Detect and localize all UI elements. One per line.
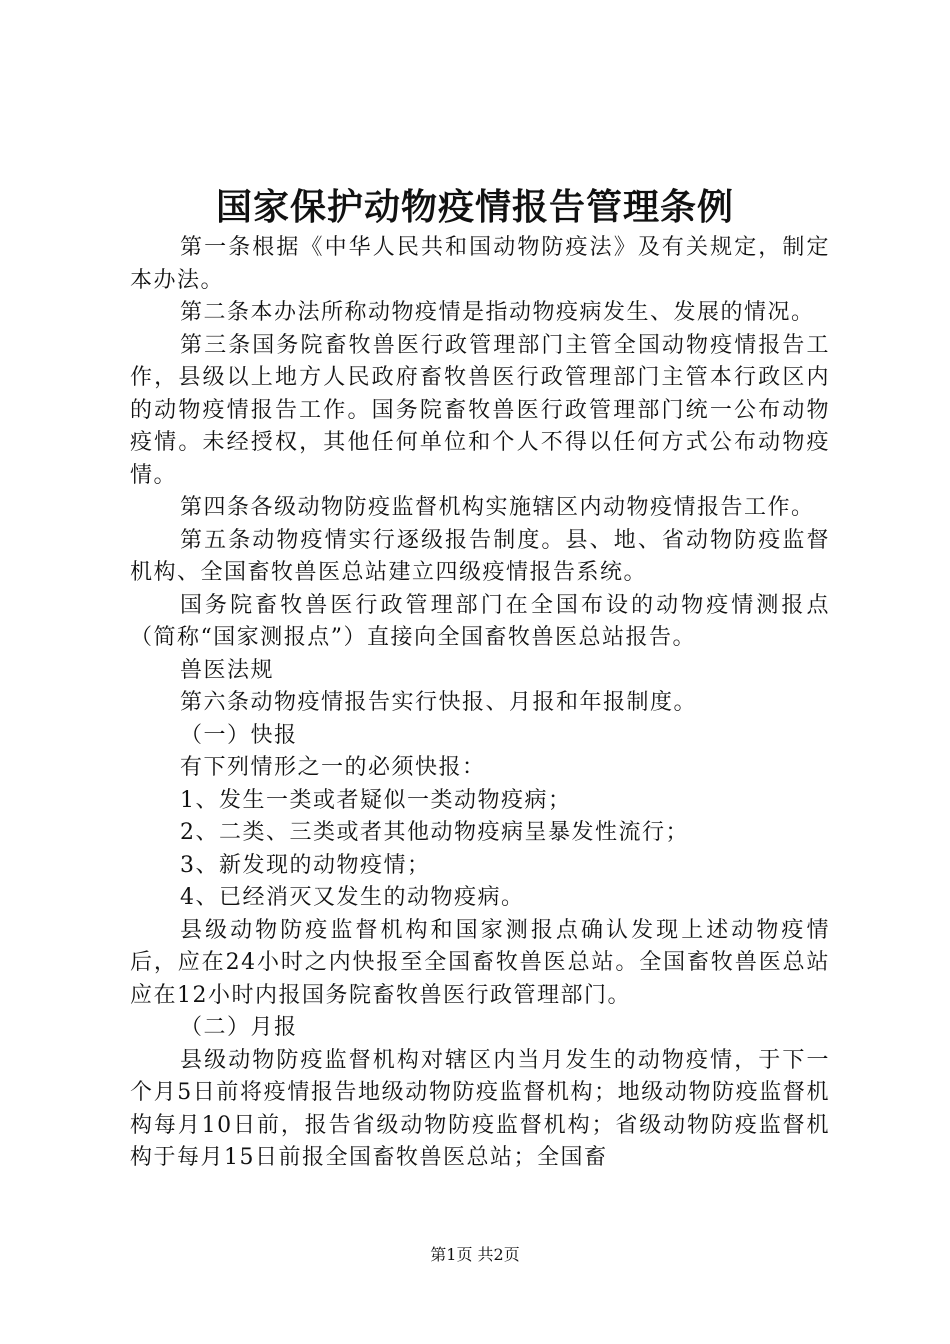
paragraph-article-6: 第六条动物疫情报告实行快报、月报和年报制度。 <box>180 690 698 715</box>
list-item-condition-4: 4、已经消灭又发生的动物疫病。 <box>180 885 525 910</box>
paragraph-article-4: 第四条各级动物防疫监督机构实施辖区内动物疫情报告工作。 <box>180 495 815 520</box>
list-item-condition-1: 1、发生一类或者疑似一类动物疫病； <box>180 787 572 813</box>
paragraph-article-2: 第二条本办法所称动物疫情是指动物疫病发生、发展的情况。 <box>180 300 815 325</box>
paragraph-article-3: 第三条国务院畜牧兽医行政管理部门主管全国动物疫情报告工作，县级以上地方人民政府畜牧兽医行政管理部门主管本行政区内的动物疫情报告工作。国务院畜牧兽医行政管理部门统一公布动物疫情。未经授权，其他任何单位和个人不得以任何方式公布动物疫情。 <box>130 332 830 488</box>
document-body <box>130 232 830 1175</box>
page-number-footer: 第1页 共2页 <box>430 1245 520 1264</box>
paragraph-monthly-report: 县级动物防疫监督机构对辖区内当月发生的动物疫情，于下一个月5日前将疫情报告地级动物防疫监督机构；地级动物防疫监督机构每月10日前，报告省级动物防疫监督机构；省级动物防疫监督机构于每月15日前报全国畜牧兽医总站；全国畜 <box>130 1047 830 1170</box>
paragraph-express-conditions: 有下列情形之一的必须快报： <box>180 755 486 780</box>
paragraph-article-5: 第五条动物疫情实行逐级报告制度。县、地、省动物防疫监督机构、全国畜牧兽医总站建立四级疫情报告系统。 <box>130 527 830 585</box>
paragraph-national-monitoring-points: 国务院畜牧兽医行政管理部门在全国布设的动物疫情测报点（简称“国家测报点”）直接向全国畜牧兽医总站报告。 <box>130 592 830 650</box>
paragraph-express-deadline: 县级动物防疫监督机构和国家测报点确认发现上述动物疫情后，应在24小时之内快报至全国畜牧兽医总站。全国畜牧兽医总站应在12小时内报国务院畜牧兽医行政管理部门。 <box>130 917 830 1008</box>
paragraph-veterinary-regulations: 兽医法规 <box>180 657 275 683</box>
page-title: 国家保护动物疫情报告管理条例 <box>215 186 734 228</box>
list-item-condition-2: 2、二类、三类或者其他动物疫病呈暴发性流行； <box>180 820 689 845</box>
section-heading-express-report: （一）快报 <box>180 722 298 748</box>
list-item-condition-3: 3、新发现的动物疫情； <box>180 852 431 878</box>
section-heading-monthly-report: （二）月报 <box>180 1015 298 1040</box>
paragraph-article-1: 第一条根据《中华人民共和国动物防疫法》及有关规定，制定本办法。 <box>130 235 830 293</box>
